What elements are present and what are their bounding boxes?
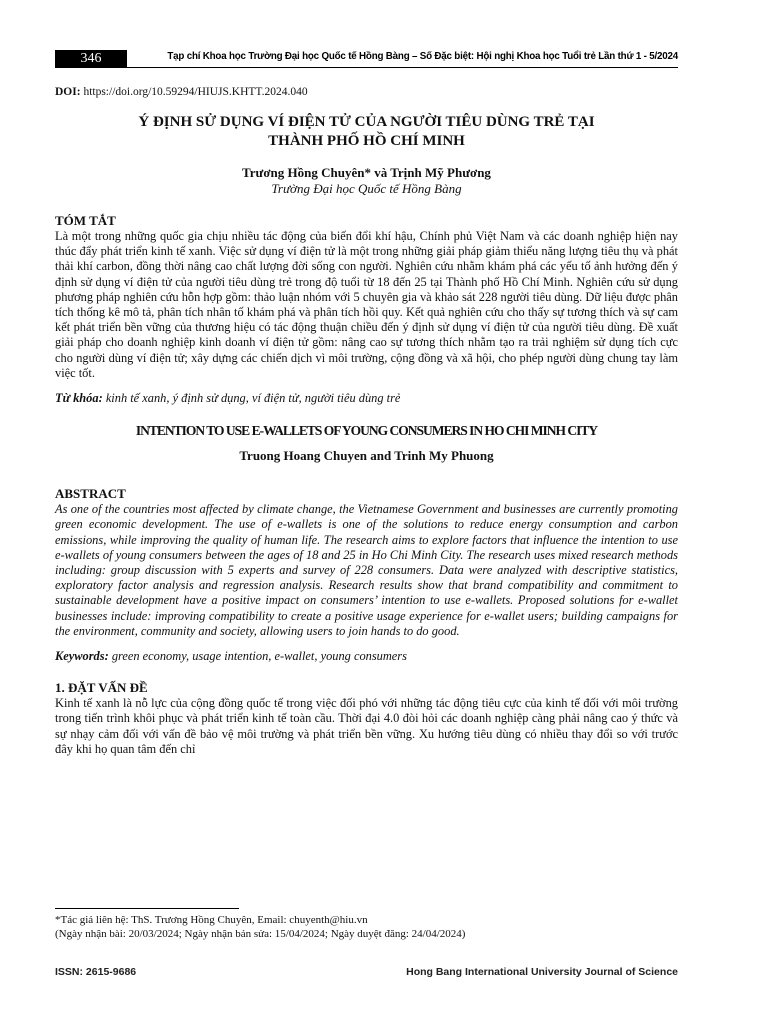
keywords-en-label: Keywords:	[55, 649, 109, 664]
keywords-vn-text: kinh tế xanh, ý định sử dụng, ví điện tử, người tiêu dùng trẻ	[105, 391, 401, 406]
title-vn-line1: Ý ĐỊNH SỬ DỤNG VÍ ĐIỆN TỬ CỦA NGƯỜI TIÊU DÙNG TRẺ TẠI	[138, 114, 595, 130]
article-title-vn	[55, 113, 678, 151]
keywords-vn	[55, 391, 678, 406]
header-rule	[55, 67, 678, 68]
abstract-heading: ABSTRACT	[55, 486, 126, 502]
section1-text: Kinh tế xanh là nỗ lực của cộng đồng quốc tế trong việc đối phó với những tác động tiêu cực của kinh tế đối với môi trường trong tiến trình khôi phục và phát triển kinh tế toàn cầu. Thời đại 4.0 đòi hỏi các doanh nghiệp càng phải nâng cao ý thức và sự nhạy cảm đối với vấn đề bảo vệ môi trường và phát triển bền vững. Xu hướng tiêu dùng có nhiều thay đổi so với trước đây khi họ quan tâm đến chỉ	[55, 696, 678, 756]
journal-title: Tạp chí Khoa học Trường Đại học Quốc tế Hồng Bàng – Số Đặc biệt: Hội nghị Khoa học Tuổi trẻ Lần thứ 1 - 5/2024	[167, 51, 678, 62]
footnote-dates: (Ngày nhận bài: 20/03/2024; Ngày nhận bản sửa: 15/04/2024; Ngày duyệt đăng: 24/04/2024)	[55, 928, 466, 940]
keywords-en	[55, 649, 678, 664]
article-content	[55, 86, 678, 757]
keywords-en-text: green economy, usage intention, e-wallet, young consumers	[111, 649, 407, 664]
footnote-corresponding-author: *Tác giả liên hệ: ThS. Trương Hồng Chuyên, Email: chuyenth@hiu.vn	[55, 914, 368, 926]
tom-tat-heading: TÓM TẮT	[55, 213, 116, 228]
issn: ISSN: 2615-9686	[55, 966, 137, 978]
article-title-en: INTENTION TO USE E-WALLETS OF YOUNG CONSUMERS IN HO CHI MINH CITY	[135, 423, 598, 439]
footnotes	[55, 913, 678, 941]
doi-label: DOI:	[55, 86, 81, 98]
section1-heading: 1. ĐẶT VẤN ĐỀ	[55, 680, 148, 696]
doi-link[interactable]: https://doi.org/10.59294/HIUJS.KHTT.2024.040	[83, 86, 308, 98]
doi-line	[55, 86, 678, 98]
keywords-vn-label: Từ khóa:	[55, 391, 103, 406]
footer-journal-name: Hong Bang International University Journal of Science	[406, 966, 678, 978]
authors-vn: Trương Hồng Chuyên* và Trịnh Mỹ Phương	[242, 165, 491, 180]
page-number: 346	[55, 50, 127, 68]
page-footer	[55, 966, 678, 980]
footnote-rule	[55, 908, 239, 909]
title-vn-line2: THÀNH PHỐ HỒ CHÍ MINH	[268, 133, 465, 149]
tom-tat-text: Là một trong những quốc gia chịu nhiều tác động của biến đổi khí hậu, Chính phủ Việt Nam và các doanh nghiệp hiện nay thúc đẩy phát triển kinh tế xanh. Việc sử dụng ví điện tử là một trong những giải pháp giảm thiểu năng lượng tiêu thụ và phát thải khí carbon, đồng thời nâng cao chất lượng đời sống con người. Nghiên cứu nhằm khám phá các yếu tố ảnh hưởng đến ý định sử dụng ví điện tử của người tiêu dùng trẻ trong độ tuổi từ 18 đến 25 tại Thành phố Hồ Chí Minh. Nghiên cứu sử dụng phương pháp nghiên cứu hỗn hợp gồm: thảo luận nhóm với 5 chuyên gia và khảo sát 228 người tiêu dùng. Dữ liệu được phân tích thống kê mô tả, phân tích nhân tố khám phá và phân tích hồi quy. Kết quả nghiên cứu cho thấy sự tương thích và sự cam kết phát triển bền vững của thương hiệu có tác động thuận chiều đến ý định sử dụng ví điện tử của người tiêu dùng. Đề xuất giải pháp cho doanh nghiệp kinh doanh ví điện tử gồm: nâng cao sự tương thích nhằm tạo ra trải nghiệm sử dụng tích cực cho người dùng ví điện tử; xây dựng các chiến dịch vì môi trường, cộng đồng và xã hội, cho phép người dùng chung tay làm việc tốt.	[55, 229, 678, 380]
abstract-text: As one of the countries most affected by climate change, the Vietnamese Government and businesses are currently promoting green economic development. The use of e-wallets is one of the solutions to reduce energy consumption and carbon emissions, while improving the quality of human life. The research aims to explore factors that influence the intention to use e-wallets of young consumers between the ages of 18 and 25 in Ho Chi Minh City. The research uses mixed research methods including: group discussion with 5 experts and survey of 228 consumers. Data were analyzed with descriptive statistics, exploratory factor analysis and regression analysis. Research results show that brand compatibility and commitment to sustainable development have a positive impact on consumers’ intention to use e-wallets. Proposed solutions for e-wallet businesses include: improving compatibility to create a positive usage experience for e-wallet users; building campaigns for the environment, community and society, allowing users to join hands to do good.	[55, 502, 678, 638]
authors-en: Truong Hoang Chuyen and Trinh My Phuong	[239, 448, 494, 464]
affiliation-vn: Trường Đại học Quốc tế Hồng Bàng	[271, 181, 462, 196]
page-header	[55, 50, 678, 68]
